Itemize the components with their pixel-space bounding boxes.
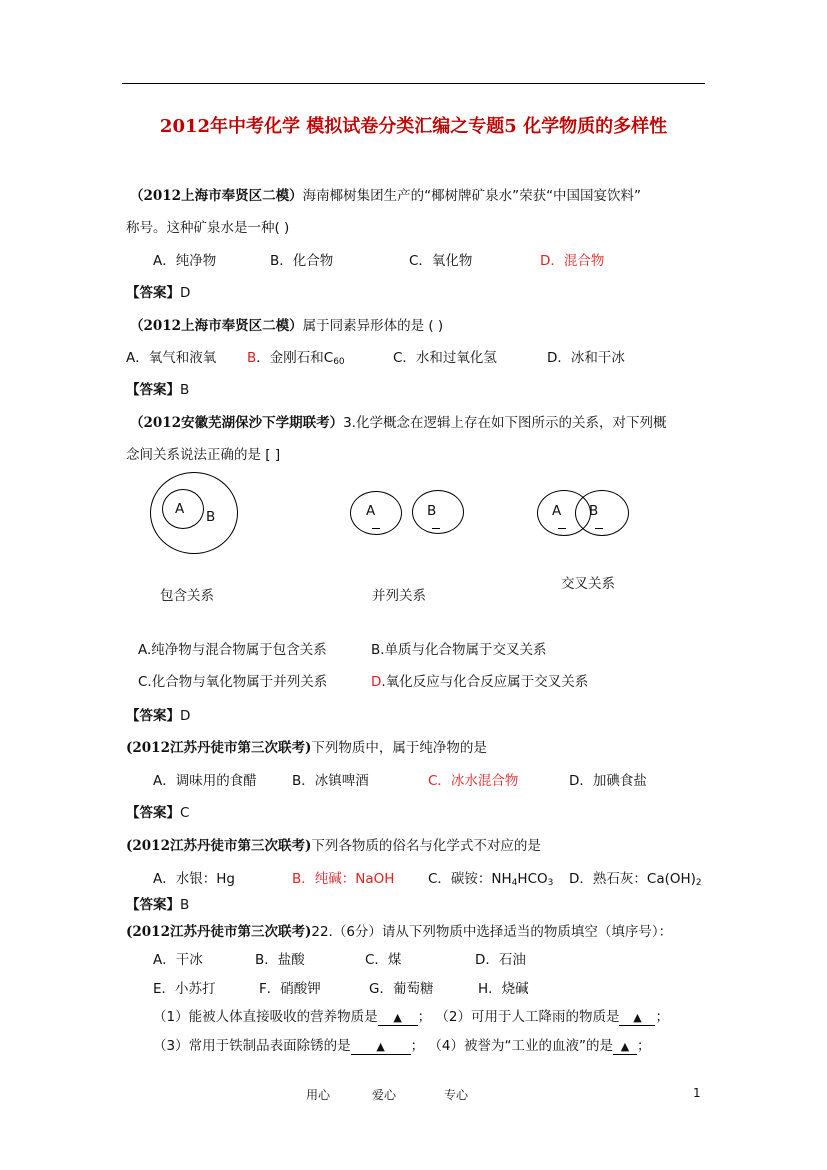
diagram-intersect-b: B [589, 503, 599, 519]
q6-blank-1[interactable] [378, 1009, 418, 1026]
q4-option-d: D．加碘食盐 [569, 773, 647, 789]
triangle-marker-icon: ▲ [393, 1011, 402, 1024]
q2-option-b: B．金刚石和$C_{60}$ [247, 350, 345, 367]
q1-stem-1: 海南椰树集团生产的“椰树牌矿泉水”荣获“中国国宴饮料” [302, 188, 642, 204]
q6-item-h: H．烧碱 [478, 981, 529, 997]
diagram-inclusion-a: A [175, 501, 185, 517]
q1-option-b: B．化合物 [270, 253, 334, 269]
diagram-intersect-b-underline [595, 514, 603, 530]
diagram-inclusion-b: B [206, 509, 216, 525]
answer-label: 【答案】 [126, 285, 180, 301]
diagram-parallel-a-underline [372, 514, 380, 530]
q5-answer: 【答案】B [126, 897, 190, 913]
q2-option-d: D．冰和干冰 [547, 350, 625, 366]
q2-line [130, 314, 443, 334]
q5-line [126, 834, 541, 854]
diagram-parallel-a: A [366, 503, 376, 519]
q4-answer: 【答案】C [126, 805, 190, 821]
q5-option-c: C．碳铵：$NH_4HCO_3$ [428, 871, 554, 888]
q2-option-c: C．水和过氧化氢 [393, 350, 497, 366]
diagram-inclusion-caption: 包含关系 [160, 588, 214, 604]
footer-text-3: 专心 [444, 1088, 469, 1102]
q5-option-b: B．纯碱：NaOH [292, 871, 395, 887]
q6-blank-4[interactable] [613, 1038, 637, 1055]
q6-blank-line-1: （1）能被人体直接吸收的营养物质是 ▲ ； （2）可用于人工降雨的物质是 ▲ ； [153, 1009, 669, 1025]
q3-answer: 【答案】D [126, 708, 191, 724]
q2-source: （2012上海市奉贤区二模） [130, 318, 303, 334]
q6-item-b: B．盐酸 [255, 952, 305, 968]
footer-text-2: 爱心 [372, 1088, 397, 1102]
page-title: 2012年中考化学 模拟试卷分类汇编之专题5 化学物质的多样性 [159, 116, 668, 137]
q2-answer: 【答案】B [126, 382, 190, 398]
header-rule [122, 83, 705, 84]
diagram-intersect-caption: 交叉关系 [561, 576, 615, 592]
triangle-marker-icon: ▲ [620, 1040, 630, 1053]
q3-option-a: A.纯净物与混合物属于包含关系 [138, 642, 327, 658]
q1-source: （2012上海市奉贤区二模） [130, 188, 303, 204]
q3-option-c: C.化合物与氧化物属于并列关系 [138, 674, 328, 690]
q6-item-f: F．硝酸钾 [259, 981, 321, 997]
q4-stem: 下列物质中，属于纯净物的是 [311, 740, 487, 756]
q1-option-d: D．混合物 [540, 253, 605, 269]
triangle-marker-icon: ▲ [633, 1011, 642, 1024]
q3-source: （2012安徽芜湖保沙下学期联考） [130, 415, 344, 431]
q3-option-b: B.单质与化合物属于交叉关系 [371, 642, 547, 658]
q6-item-g: G．葡萄糖 [369, 981, 434, 997]
q2-stem: 属于同素异形体的是 ( ) [302, 318, 444, 334]
q3-stem-2: 念间关系说法正确的是 [ ] [126, 447, 281, 463]
q6-item-e: E．小苏打 [153, 981, 216, 997]
q6-item-d: D．石油 [475, 952, 526, 968]
q6-item-c: C．煤 [365, 952, 402, 968]
footer-text-1: 用心 [306, 1088, 331, 1102]
q1-option-a: A．纯净物 [153, 253, 217, 269]
q5-stem: 下列各物质的俗名与化学式不对应的是 [311, 838, 541, 854]
q5-source: (2012江苏丹徒市第三次联考) [126, 838, 312, 854]
q6-line [126, 920, 672, 940]
diagram-parallel-caption: 并列关系 [372, 588, 426, 604]
q1-stem-2: 称号。这种矿泉水是一种( ) [126, 220, 290, 236]
q4-option-a: A．调味用的食醋 [153, 773, 257, 789]
q1-option-c: C．氧化物 [409, 253, 473, 269]
q6-blank-line-2: （3）常用于铁制品表面除锈的是 ▲ ； （4）被誉为“工业的血液”的是 ▲ ； [153, 1038, 651, 1054]
q4-option-b: B．冰镇啤酒 [292, 773, 369, 789]
q6-blank-3[interactable] [351, 1038, 411, 1055]
q1-answer-value: D [180, 285, 191, 301]
diagram-intersect-a: A [552, 503, 562, 519]
diagram-intersect-a-underline [558, 514, 566, 530]
q3-stem-1: 3.化学概念在逻辑上存在如下图所示的关系，对下列概 [343, 415, 667, 431]
triangle-marker-icon: ▲ [376, 1040, 385, 1053]
page-number: 1 [693, 1086, 701, 1100]
q5-option-a: A．水银：Hg [153, 871, 235, 887]
diagram-parallel-b-underline [432, 514, 440, 530]
q3-option-d: D.氧化反应与化合反应属于交叉关系 [371, 674, 589, 690]
diagram-parallel-b: B [427, 503, 437, 519]
q5-option-d: D．熟石灰：$Ca(OH)_2$ [569, 871, 702, 888]
q4-option-c: C．冰水混合物 [428, 773, 519, 789]
q6-stem: 22.（6分）请从下列物质中选择适当的物质填空（填序号）： [311, 924, 673, 940]
q4-line [126, 736, 487, 756]
q4-source: (2012江苏丹徒市第三次联考) [126, 740, 312, 756]
q6-item-a: A．干冰 [153, 952, 203, 968]
q6-blank-2[interactable] [619, 1009, 655, 1026]
q3-line1 [130, 411, 666, 431]
q1-answer [126, 281, 190, 301]
q6-source: (2012江苏丹徒市第三次联考) [126, 924, 312, 940]
q1-line1 [130, 184, 641, 204]
q2-option-a: A．氧气和液氧 [126, 350, 217, 366]
